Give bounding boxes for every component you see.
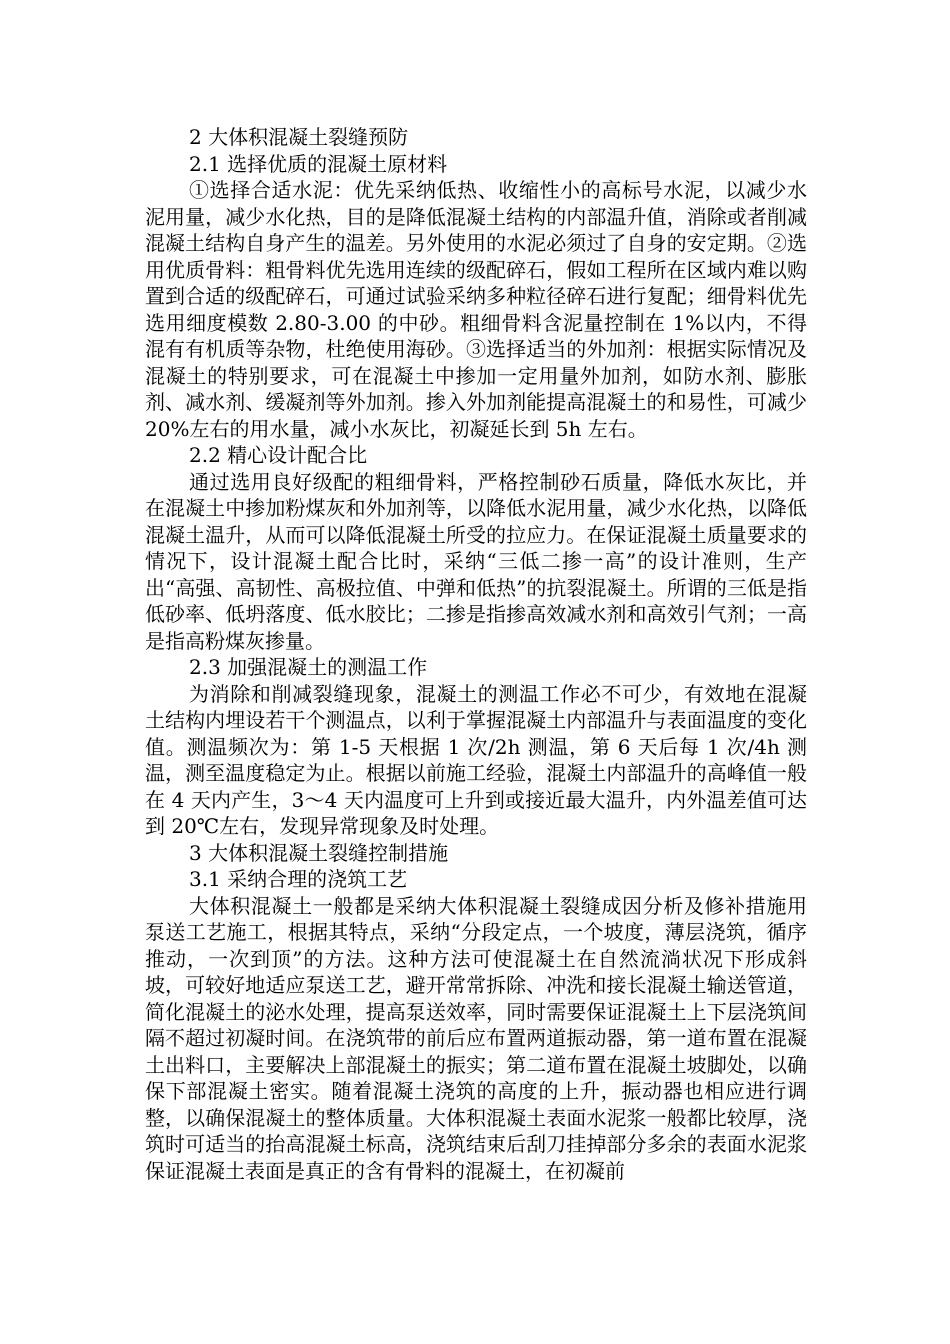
paragraph-3-1: 大体积混凝土一般都是采纳大体积混凝土裂缝成因分析及修补措施用泵送工艺施工，根据其特点，采纳“分段定点，一个坡度，薄层浇筑，循序推动，一次到顶”的方法。这种方法可使混凝土在自然流淌状况下形成斜坡，可较好地适应泵送工艺，避开常常拆除、冲洗和接长混凝土输送管道，简化混凝土的泌水处理，提高泵送效率，同时需要保证混凝土上下层浇筑间隔不超过初凝时间。在浇筑带的前后应布置两道振动器，第一道布置在混凝土出料口，主要解决上部混凝土的振实；第二道布置在混凝土坡脚处，以确保下部混凝土密实。随着混凝土浇筑的高度的上升，振动器也相应进行调整，以确保混凝土的整体质量。大体积混凝土表面水泥浆一般都比较厚，浇筑时可适当的抬高混凝土标高，浇筑结束后刮刀挂掉部分多余的表面水泥浆保证混凝土表面是真正的含有骨料的混凝土，在初凝前 — [145, 893, 807, 1183]
paragraph-2-3: 为消除和削减裂缝现象，混凝土的测温工作必不可少，有效地在混凝土结构内埋设若干个测温点，以利于掌握混凝土内部温升与表面温度的变化值。测温频次为：第 1-5 天根据 1 次/2h 测温，第 6 天后每 1 次/4h 测温，测至温度稳定为止。根据以前施工经验，混凝土内部温升的高峰值一般在 4 天内产生，3～4 天内温度可上升到或接近最大温升，内外温差值可达到 20℃左右，发现异常现象及时处理。 — [145, 681, 807, 838]
heading-section-2-2: 2.2 精心设计配合比 — [189, 443, 368, 467]
paragraph-2-1: ①选择合适水泥：优先采纳低热、收缩性小的高标号水泥，以减少水泥用量，减少水化热，目的是降低混凝土结构的内部温升值，消除或者削减混凝土结构自身产生的温差。另外使用的水泥必须过了自身的安定期。②选用优质骨料：粗骨料优先选用连续的级配碎石，假如工程所在区域内难以购置到合适的级配碎石，可通过试验采纳多种粒径碎石进行复配；细骨料优先选用细度模数 2.80-3.00 的中砂。粗细骨料含泥量控制在 1%以内，不得混有有机质等杂物，杜绝使用海砂。③选择适当的外加剂：根据实际情况及混凝土的特别要求，可在混凝土中掺加一定用量外加剂，如防水剂、膨胀剂、减水剂、缓凝剂等外加剂。掺入外加剂能提高混凝土的和易性，可减少 20%左右的用水量，减小水灰比，初凝延长到 5h 左右。 — [145, 178, 807, 441]
heading-section-3-1: 3.1 采纳合理的浇筑工艺 — [189, 867, 408, 891]
paragraph-2-2: 通过选用良好级配的粗细骨料，严格控制砂石质量，降低水灰比，并在混凝土中掺加粉煤灰和外加剂等，以降低水泥用量，减少水化热，以降低混凝土温升，从而可以降低混凝土所受的拉应力。在保证混凝土质量要求的情况下，设计混凝土配合比时，采纳“三低二掺一高”的设计准则，生产出“高强、高韧性、高极拉值、中弹和低热”的抗裂混凝土。所谓的三低是指低砂率、低坍落度、低水胶比；二掺是指掺高效减水剂和高效引气剂；一高是指高粉煤灰掺量。 — [145, 469, 807, 653]
heading-section-2-1: 2.1 选择优质的混凝土原材料 — [189, 151, 448, 176]
document-page — [145, 124, 807, 1184]
heading-section-2-3: 2.3 加强混凝土的测温工作 — [189, 655, 428, 679]
heading-section-3: 3 大体积混凝土裂缝控制措施 — [189, 840, 449, 865]
heading-section-2: 2 大体积混凝土裂缝预防 — [189, 125, 409, 149]
